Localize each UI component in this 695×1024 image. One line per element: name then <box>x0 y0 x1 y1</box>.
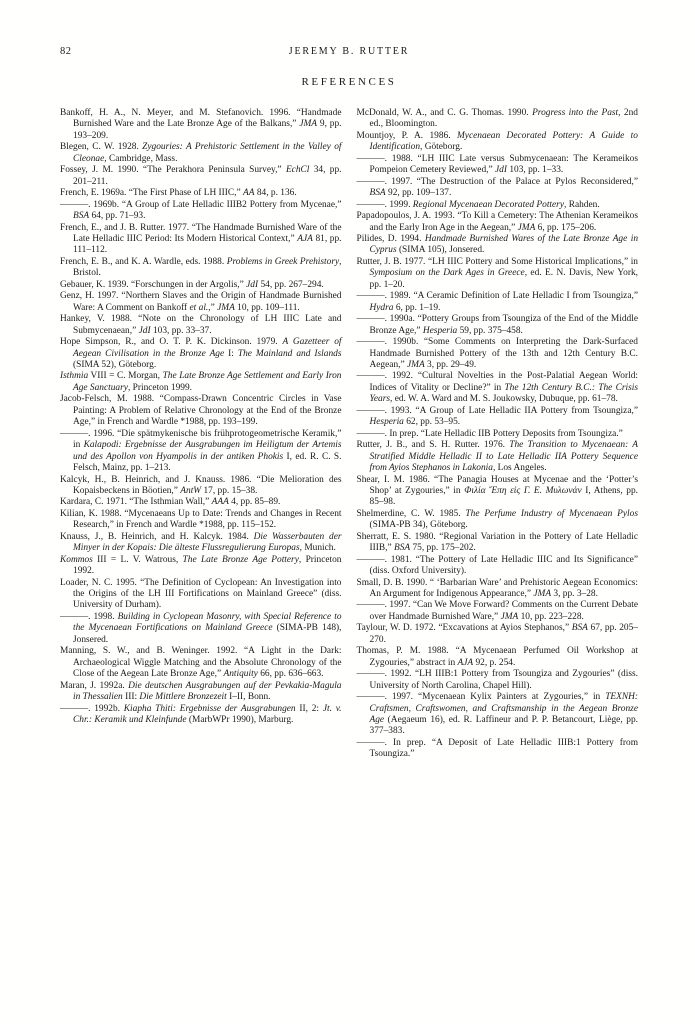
reference-entry: Hope Simpson, R., and O. T. P. K. Dickinson. 1979. A Gazetteer of Aegean Civilisation in the Bronze Age I: The Mainland and Islands (SIMA 52), Göteborg. <box>60 337 342 370</box>
reference-entry: Hankey, V. 1988. “Note on the Chronology of LH IIIC Late and Submycenaean,” JdI 103, pp. 33–37. <box>60 314 342 336</box>
page-header <box>60 46 638 60</box>
references-column-left <box>60 108 342 761</box>
reference-entry: Fossey, J. M. 1990. “The Perakhora Peninsula Survey,” EchCl 34, pp. 201–211. <box>60 165 342 187</box>
reference-entry: Sherratt, E. S. 1980. “Regional Variation in the Pottery of Late Helladic IIIB,” BSA 75, pp. 175–202. <box>356 531 638 554</box>
reference-entry: French, E., and J. B. Rutter. 1977. “The Handmade Burnished Ware of the Late Helladic IIIC Period: Its Modern Historical Context,” AJA 81, pp. 111–112. <box>60 222 342 256</box>
reference-entry: Maran, J. 1992a. Die deutschen Ausgrabungen auf der Pevkakia-Magula in Thessalien III: Die Mittlere Bronzezeit I–II, Bonn. <box>60 680 342 703</box>
reference-entry: ———. 1996. “Die spätmykenische bis frühprotogeometrische Keramik,” in Kalapodi: Ergebnisse der Ausgrabungen im Heiligtum der Artemis und des Apollon von Hyampolis in der antiken Phokis I, ed. R. C. S. Felsch, Mainz, pp. 1–213. <box>60 428 342 474</box>
section-title: REFERENCES <box>301 76 397 88</box>
reference-entry: Rutter, J. B., and S. H. Rutter. 1976. The Transition to Mycenaean: A Stratified Middle Helladic II to Late Helladic IIA Pottery Sequence from Ayios Stephanos in Lakonia, Los Angeles. <box>356 440 638 474</box>
reference-entry: Small, D. B. 1990. “ ‘Barbarian Ware’ and Prehistoric Aegean Economics: An Argument for Indigenous Appearance,” JMA 3, pp. 3–28. <box>356 577 638 600</box>
reference-entry: ———. In prep. “A Deposit of Late Helladic IIIB:1 Pottery from Tsoungiza.” <box>356 737 638 760</box>
reference-entry: Rutter, J. B. 1977. “LH IIIC Pottery and Some Historical Implications,” in Symposium on the Dark Ages in Greece, ed. E. N. Davis, New York, pp. 1–20. <box>356 256 638 290</box>
reference-entry: ———. In prep. “Late Helladic IIB Pottery Deposits from Tsoungiza.” <box>356 428 623 439</box>
reference-entry: Kardara, C. 1971. “The Isthmian Wall,” AAA 4, pp. 85–89. <box>60 497 281 508</box>
reference-entry: Mountjoy, P. A. 1986. Mycenaean Decorated Pottery: A Guide to Identification, Göteborg. <box>356 130 638 153</box>
reference-entry: Genz, H. 1997. “Northern Slaves and the Origin of Handmade Burnished Ware: A Comment on Bankoff et al.,” JMA 10, pp. 109–111. <box>60 291 342 313</box>
reference-entry: Manning, S. W., and B. Weninger. 1992. “A Light in the Dark: Archaeological Wiggle Matching and the Absolute Chronology of the Close of the Aegean Late Bronze Age,” Antiquity 66, pp. 636–663. <box>60 646 342 680</box>
reference-entry: French, E. B., and K. A. Wardle, eds. 1988. Problems in Greek Prehistory, Bristol. <box>60 256 342 279</box>
reference-entry: ———. 1990a. “Pottery Groups from Tsoungiza of the End of the Middle Bronze Age,” Hesperia 59, pp. 375–458. <box>356 314 638 336</box>
reference-entry: Loader, N. C. 1995. “The Definition of Cyclopean: An Investigation into the Origins of the LH III Fortifications on Mainland Greece” (diss. University of Durham). <box>60 577 342 611</box>
reference-entry: ———. 1997. “The Destruction of the Palace at Pylos Reconsidered,” BSA 92, pp. 109–137. <box>356 176 638 199</box>
reference-entry: Kommos III = L. V. Watrous, The Late Bronze Age Pottery, Princeton 1992. <box>60 554 342 577</box>
reference-entry: ———. 1992. “Cultural Novelties in the Post-Palatial Aegean World: Indices of Vitality or Decline?” in The 12th Century B.C.: The Crisis Years, ed. W. A. Ward and M. S. Joukowsky, Dubuque, pp. 61–78. <box>356 371 638 405</box>
reference-entry: Thomas, P. M. 1988. “A Mycenaean Perfumed Oil Workshop at Zygouries,” abstract in AJA 92, p. 254. <box>356 646 638 668</box>
reference-entry: ———. 1988. “LH IIIC Late versus Submycenaean: The Kerameikos Pompeion Cemetery Reviewed,” JdI 103, pp. 1–33. <box>356 153 638 176</box>
reference-entry: ———. 1969b. “A Group of Late Helladic IIIB2 Pottery from Mycenae,” BSA 64, pp. 71–93. <box>60 199 342 222</box>
reference-entry: ———. 1981. “The Pottery of Late Helladic IIIC and Its Significance” (diss. Oxford University). <box>356 554 638 577</box>
reference-entry: ———. 1997. “Can We Move Forward? Comments on the Current Debate over Handmade Burnished Ware,” JMA 10, pp. 223–228. <box>356 600 638 622</box>
reference-entry: ———. 1998. Building in Cyclopean Masonry, with Special Reference to the Mycenaean Fortifications on Mainland Greece (SIMA-PB 148), Jonsered. <box>60 611 342 645</box>
reference-entry: Isthmia VIII = C. Morgan, The Late Bronze Age Settlement and Early Iron Age Sanctuary, Princeton 1999. <box>60 371 342 393</box>
references-section <box>60 108 638 761</box>
reference-entry: Shelmerdine, C. W. 1985. The Perfume Industry of Mycenaean Pylos (SIMA-PB 34), Göteborg. <box>356 508 638 531</box>
reference-entry: ———. 1992. “LH IIIB:1 Pottery from Tsoungiza and Zygouries” (diss. University of North Carolina, Chapel Hill). <box>356 669 638 691</box>
reference-entry: ———. 1997. “Mycenaean Kylix Painters at Zygouries,” in TEXNH: Craftsmen, Craftswomen, and Craftsmanship in the Aegean Bronze Age (Aegaeum 16), ed. R. Laffineur and P. P. Betancourt, Liège, pp. 377–383. <box>356 692 638 737</box>
reference-entry: Gebauer, K. 1939. “Forschungen in der Argolis,” JdI 54, pp. 267–294. <box>60 279 324 290</box>
reference-entry: Kilian, K. 1988. “Mycenaeans Up to Date: Trends and Changes in Recent Research,” in French and Wardle *1988, pp. 115–152. <box>60 508 342 531</box>
reference-entry: Bankoff, H. A., N. Meyer, and M. Stefanovich. 1996. “Handmade Burnished Ware and the Late Bronze Age of the Balkans,” JMA 9, pp. 193–209. <box>60 108 342 141</box>
reference-entry: Taylour, W. D. 1972. “Excavations at Ayios Stephanos,” BSA 67, pp. 205–270. <box>356 623 638 645</box>
reference-entry: Kalcyk, H., B. Heinrich, and J. Knauss. 1986. “Die Melioration des Kopaisbeckens in Böotien,” AntW 17, pp. 15–38. <box>60 474 342 496</box>
references-column-right <box>357 108 639 761</box>
reference-entry: McDonald, W. A., and C. G. Thomas. 1990. Progress into the Past, 2nd ed., Bloomington. <box>356 108 638 130</box>
reference-entry: French, E. 1969a. “The First Phase of LH IIIC,” AA 84, p. 136. <box>60 188 297 199</box>
reference-entry: ———. 1993. “A Group of Late Helladic IIA Pottery from Tsoungiza,” Hesperia 62, pp. 53–95. <box>356 405 638 428</box>
reference-entry: ———. 1990b. “Some Comments on Interpreting the Dark-Surfaced Handmade Burnished Pottery of the 13th and 12th Century B.C. Aegean,” JMA 3, pp. 29–49. <box>356 337 638 370</box>
reference-entry: ———. 1999. Regional Mycenaean Decorated Pottery, Rahden. <box>356 199 600 210</box>
reference-entry: Papadopoulos, J. A. 1993. “To Kill a Cemetery: The Athenian Kerameikos and the Early Iron Age in the Aegean,” JMA 6, pp. 175–206. <box>356 211 638 233</box>
reference-entry: Jacob-Felsch, M. 1988. “Compass-Drawn Concentric Circles in Vase Painting: A Problem of Relative Chronology at the End of the Bronze Age,” in French and Wardle *1988, pp. 193–199. <box>60 394 342 428</box>
reference-entry: ———. 1992b. Kiapha Thiti: Ergebnisse der Ausgrabungen II, 2: Jt. v. Chr.: Keramik und Kleinfunde (MarbWPr 1990), Marburg. <box>60 703 342 726</box>
reference-entry: Pilides, D. 1994. Handmade Burnished Wares of the Late Bronze Age in Cyprus (SIMA 105), Jonsered. <box>356 233 639 256</box>
reference-entry: Blegen, C. W. 1928. Zygouries: A Prehistoric Settlement in the Valley of Cleonae, Cambridge, Mass. <box>60 142 342 164</box>
reference-entry: Knauss, J., B. Heinrich, and H. Kalcyk. 1984. Die Wasserbauten der Minyer in der Kopais: Die älteste Flussregulierung Europas, Munich. <box>60 531 342 554</box>
reference-entry: Shear, I. M. 1986. “The Panagia Houses at Mycenae and the ‘Potter’s Shop’ at Zygouries,” in Φιλία Ἔπη εἰς Γ. Ε. Μυλωνάν I, Athens, pp. 85–98. <box>356 474 638 508</box>
reference-entry: ———. 1989. “A Ceramic Definition of Late Helladic I from Tsoungiza,” Hydra 6, pp. 1–19. <box>356 291 638 313</box>
page-number: 82 <box>60 46 72 57</box>
running-head: JEREMY B. RUTTER <box>288 46 410 57</box>
